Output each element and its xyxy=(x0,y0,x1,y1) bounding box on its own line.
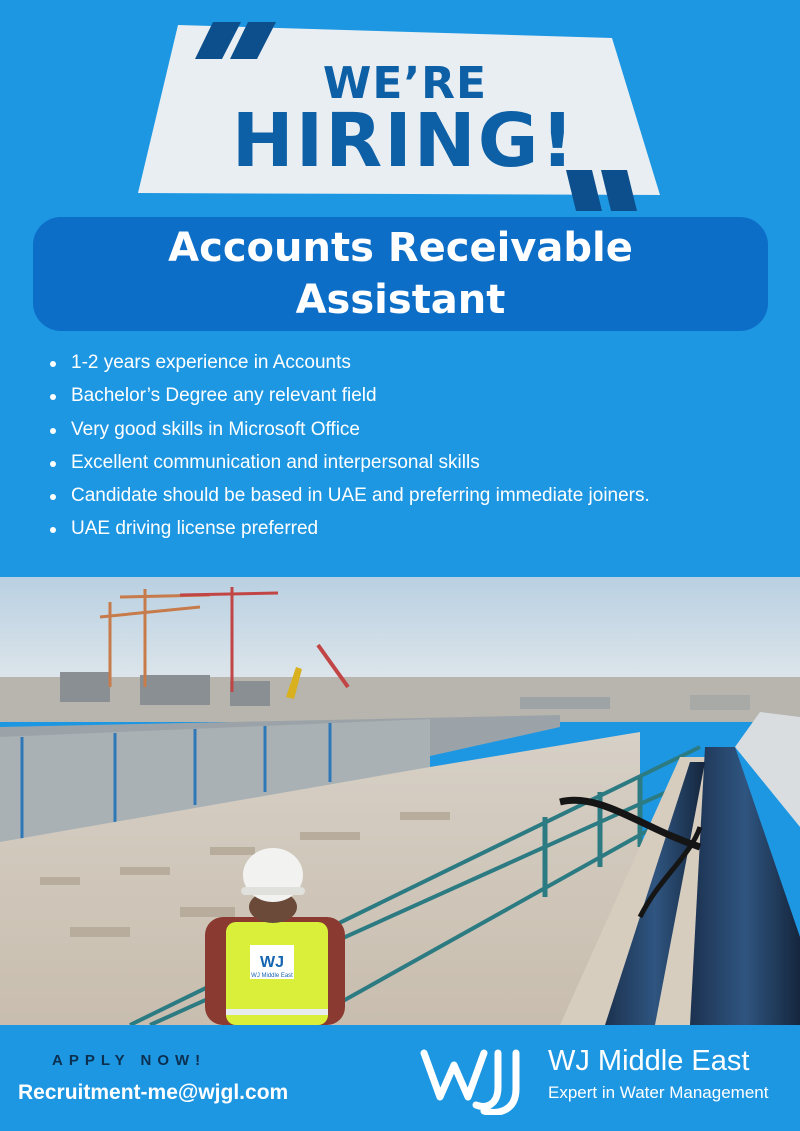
hard-hat-brim xyxy=(241,887,305,895)
job-title-box xyxy=(33,217,768,331)
company-tagline: Expert in Water Management xyxy=(548,1083,769,1102)
footer xyxy=(0,1025,800,1131)
construction-site-photo xyxy=(0,577,800,1025)
headline-hiring: HIRING! xyxy=(231,98,577,184)
company-name: WJ Middle East xyxy=(548,1045,750,1077)
headline-were: WE’RE xyxy=(322,58,488,109)
requirement-text: Very good skills in Microsoft Office xyxy=(71,418,360,440)
construction-site-illustration xyxy=(0,577,800,1025)
requirement-item xyxy=(50,419,790,452)
requirement-text: Excellent communication and interpersonal skills xyxy=(71,451,480,473)
vest-text: WJ Middle East xyxy=(251,973,293,979)
requirement-item xyxy=(50,385,790,418)
requirement-item xyxy=(50,485,790,518)
vest-reflective-strip xyxy=(226,1009,328,1015)
apply-now-label: APPLY NOW! xyxy=(52,1052,207,1069)
bullet-icon xyxy=(50,527,56,533)
requirement-text: 1-2 years experience in Accounts xyxy=(71,352,351,373)
bullet-icon xyxy=(50,394,56,400)
headline-banner xyxy=(0,0,800,215)
requirement-item xyxy=(50,352,790,385)
vest-logo: WJ xyxy=(260,954,284,971)
requirement-text: Bachelor’s Degree any relevant field xyxy=(71,385,377,407)
requirement-item xyxy=(50,518,790,551)
bullet-icon xyxy=(50,461,56,467)
bullet-icon xyxy=(50,428,56,434)
bullet-icon xyxy=(50,361,56,367)
requirements-list xyxy=(50,352,790,552)
requirement-text: UAE driving license preferred xyxy=(71,518,319,540)
requirement-text: Candidate should be based in UAE and preferring immediate joiners. xyxy=(71,485,650,507)
job-title-line-2: Assistant xyxy=(295,277,506,323)
wj-logo-icon xyxy=(418,1045,536,1115)
recruitment-email[interactable]: Recruitment-me@wjgl.com xyxy=(18,1081,289,1104)
job-title-line-1: Accounts Receivable xyxy=(168,225,633,271)
distant-skyline xyxy=(0,672,800,722)
requirement-item xyxy=(50,452,790,485)
bullet-icon xyxy=(50,494,56,500)
